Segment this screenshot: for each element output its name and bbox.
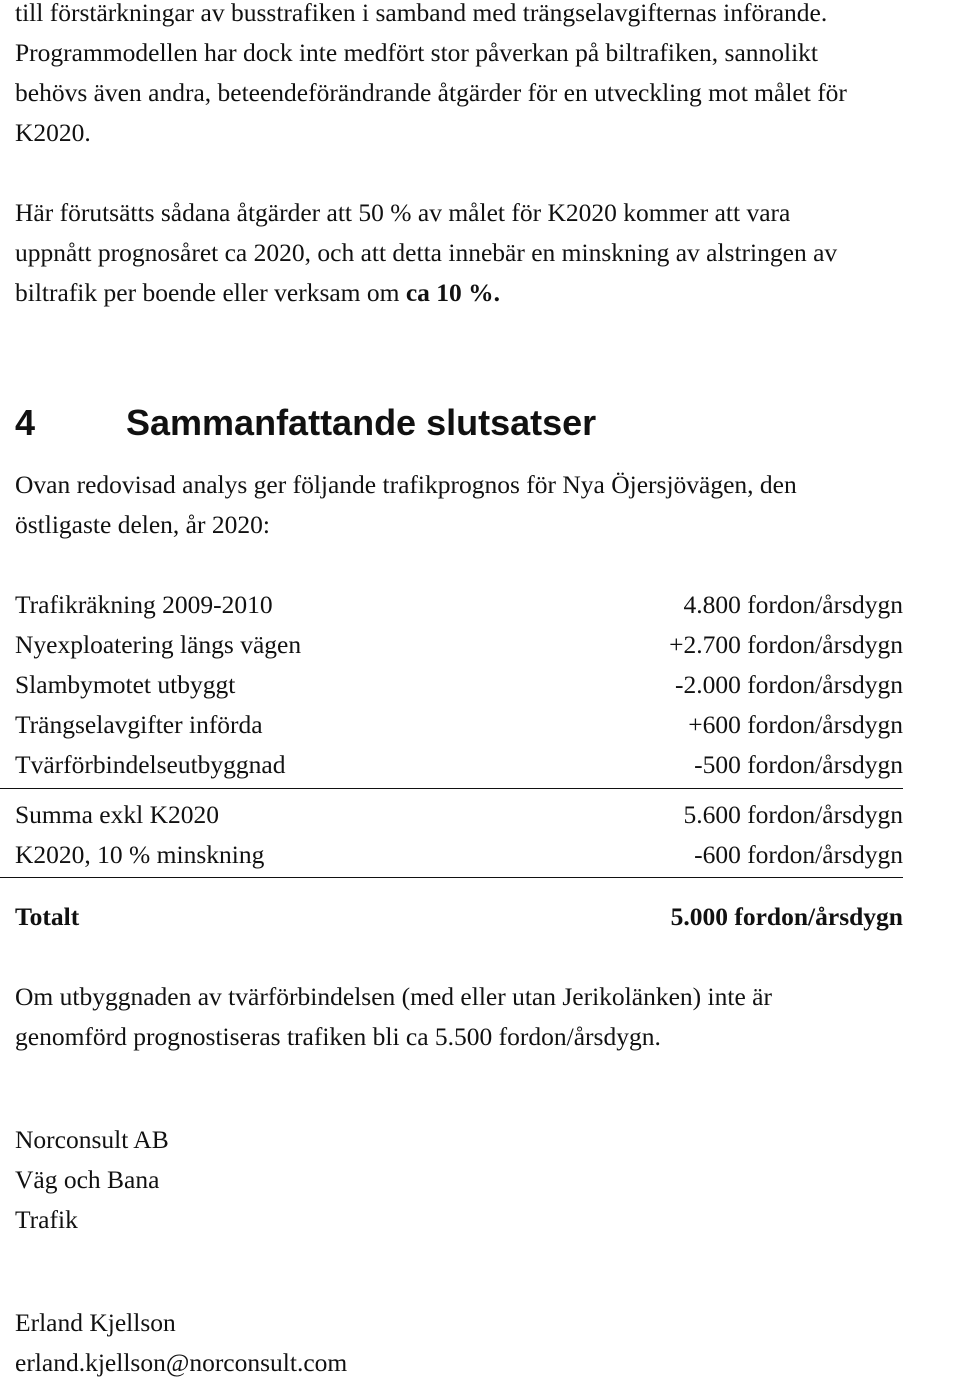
section-number: 4 [15, 402, 36, 443]
alternative-paragraph [15, 977, 772, 1057]
forecast-value: -500 fordon/årsdygn [694, 750, 903, 779]
table-divider [0, 788, 903, 789]
total-label: Totalt [15, 902, 80, 931]
alternative-line: genomförd prognostiseras trafiken bli ca 5.500 fordon/årsdygn. [15, 1022, 661, 1051]
forecast-label: Tvärförbindelseutbyggnad [15, 750, 286, 779]
assumption-emphasis: ca 10 %. [405, 278, 501, 307]
alternative-line: Om utbyggnaden av tvärförbindelsen (med eller utan Jerikolänken) inte är [15, 982, 772, 1011]
forecast-value: +2.700 fordon/årsdygn [669, 630, 903, 659]
total-value: 5.000 fordon/årsdygn [670, 902, 903, 931]
section-title: Sammanfattande slutsatser [126, 402, 597, 443]
assumption-text: biltrafik per boende eller verksam om [15, 278, 406, 307]
forecast-value: +600 fordon/årsdygn [688, 710, 903, 739]
forecast-label: Trängselavgifter införda [15, 710, 263, 739]
unit-name: Trafik [15, 1205, 78, 1234]
traffic-forecast-table [15, 585, 903, 931]
forecast-value: 4.800 fordon/årsdygn [683, 590, 903, 619]
forecast-label: Nyexploatering längs vägen [15, 630, 302, 659]
author-name: Erland Kjellson [15, 1308, 176, 1337]
subtotal-value: -600 fordon/årsdygn [694, 840, 903, 869]
subtotal-label: Summa exkl K2020 [15, 800, 219, 829]
subtotal-value: 5.600 fordon/årsdygn [683, 800, 903, 829]
forecast-value: -2.000 fordon/årsdygn [674, 670, 903, 699]
forecast-row [15, 665, 903, 705]
forecast-row [15, 585, 903, 625]
signature-organization [15, 1120, 169, 1240]
assumption-line [15, 273, 837, 313]
intro-line: behövs även andra, beteendeförändrande åtgärder för en utveckling mot målet för [15, 78, 847, 107]
summary-line: östligaste delen, år 2020: [15, 510, 270, 539]
intro-line: till förstärkningar av busstrafiken i samband med trängselavgifternas införande. [15, 0, 828, 27]
forecast-label: Slambymotet utbyggt [15, 670, 236, 699]
forecast-row [15, 745, 903, 785]
subtotal-row [15, 835, 903, 875]
summary-line: Ovan redovisad analys ger följande trafikprognos för Nya Öjersjövägen, den [15, 470, 797, 499]
intro-line: K2020. [15, 118, 91, 147]
intro-line: Programmodellen har dock inte medfört stor påverkan på biltrafiken, sannolikt [15, 38, 819, 67]
total-row [15, 897, 903, 937]
department-name: Väg och Bana [15, 1165, 160, 1194]
forecast-label: Trafikräkning 2009-2010 [15, 590, 273, 619]
subtotal-label: K2020, 10 % minskning [15, 840, 265, 869]
forecast-row [15, 625, 903, 665]
assumption-paragraph [15, 193, 837, 313]
table-divider [0, 877, 903, 878]
intro-paragraph [15, 0, 847, 153]
subtotal-row [15, 795, 903, 835]
company-name: Norconsult AB [15, 1125, 169, 1154]
forecast-row [15, 705, 903, 745]
signature-person [15, 1303, 347, 1383]
summary-paragraph [15, 465, 797, 545]
section-heading [15, 398, 596, 448]
subtotal-block [15, 795, 903, 875]
author-email: erland.kjellson@norconsult.com [15, 1348, 348, 1377]
assumption-line: uppnått prognosåret ca 2020, och att detta innebär en minskning av alstringen av [15, 238, 838, 267]
assumption-line: Här förutsätts sådana åtgärder att 50 % av målet för K2020 kommer att vara [15, 198, 791, 227]
